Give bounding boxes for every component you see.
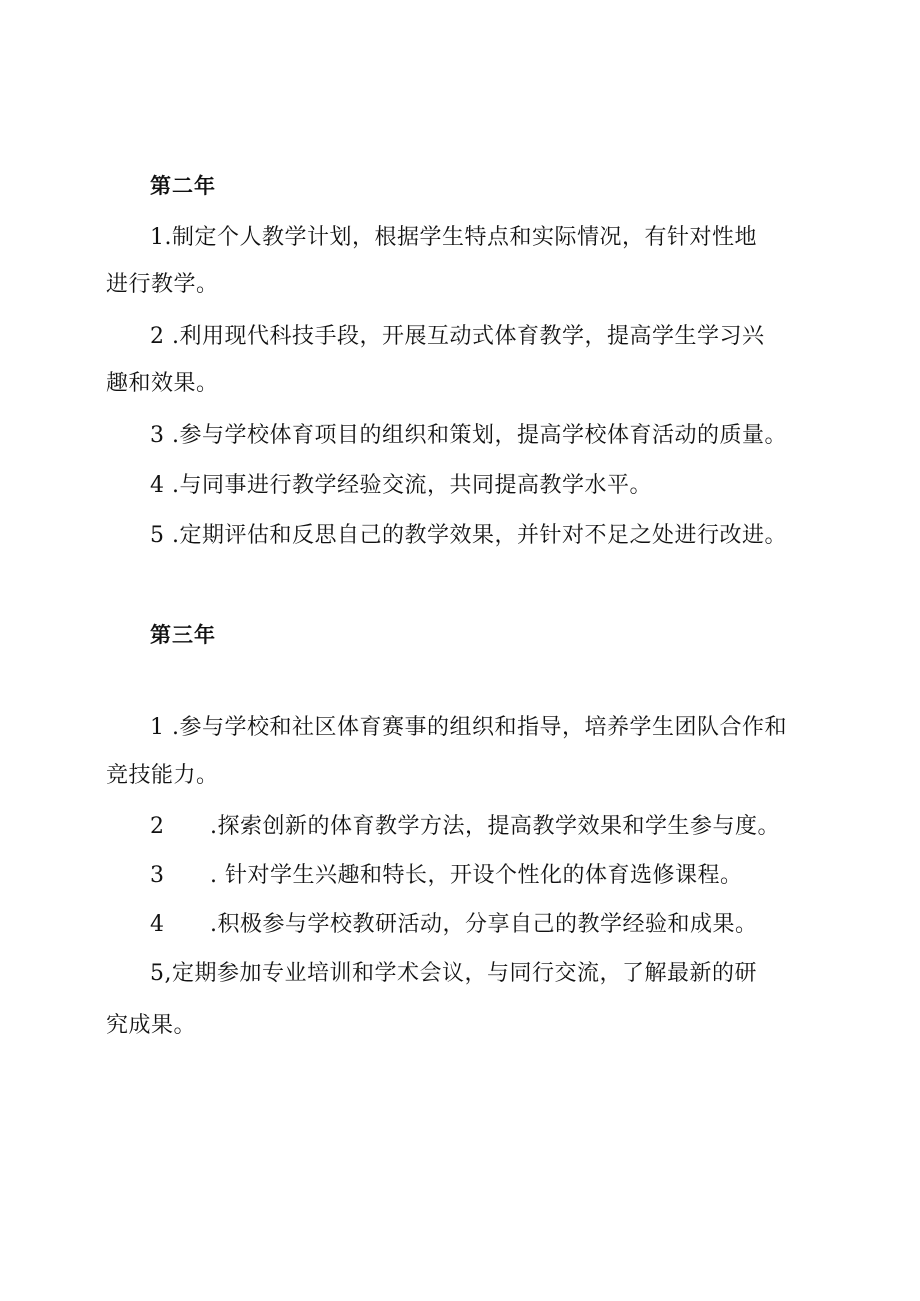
item-text: 制定个人教学计划，根据学生特点和实际情况，有针对性地 xyxy=(172,225,758,250)
item-text: .定期评估和反思自己的教学效果，并针对不足之处进行改进。 xyxy=(172,523,787,548)
item-number: 3 xyxy=(150,863,165,888)
item-text: .利用现代科技手段，开展互动式体育教学，提高学生学习兴 xyxy=(172,324,765,349)
item-number: 5, xyxy=(150,961,172,986)
list-item-year2-1 xyxy=(150,223,757,253)
section-heading-year-3: 第三年 xyxy=(150,623,216,647)
list-item-year3-5-continuation: 究成果。 xyxy=(106,1013,197,1038)
item-text: 定期参加专业培训和学术会议，与同行交流，了解最新的研 xyxy=(172,961,758,986)
item-number: 1 xyxy=(150,715,165,740)
list-item-year2-4 xyxy=(150,471,652,501)
item-text: .探索创新的体育教学方法，提高教学效果和学生参与度。 xyxy=(210,814,780,839)
list-item-year3-4 xyxy=(150,910,758,940)
list-item-year2-1-continuation: 进行教学。 xyxy=(106,272,219,297)
list-item-year3-1 xyxy=(150,713,787,743)
item-text: .与同事进行教学经验交流，共同提高教学水平。 xyxy=(172,473,652,498)
list-item-year3-3 xyxy=(150,861,743,891)
item-text: .参与学校和社区体育赛事的组织和指导，培养学生团队合作和 xyxy=(172,715,787,740)
item-number: 2 xyxy=(150,324,165,349)
list-item-year2-3 xyxy=(150,421,787,451)
item-number: 2 xyxy=(150,814,165,839)
item-number: 4 xyxy=(150,473,165,498)
list-item-year2-5 xyxy=(150,521,787,551)
list-item-year2-2 xyxy=(150,322,765,352)
item-number: 1. xyxy=(150,225,172,250)
item-text: .参与学校体育项目的组织和策划，提高学校体育活动的质量。 xyxy=(172,423,787,448)
item-number: 5 xyxy=(150,523,165,548)
section-heading-year-2: 第二年 xyxy=(150,174,216,198)
list-item-year3-1-continuation: 竞技能力。 xyxy=(106,763,219,788)
item-text: .积极参与学校教研活动，分享自己的教学经验和成果。 xyxy=(210,912,758,937)
list-item-year2-2-continuation: 趣和效果。 xyxy=(106,371,219,396)
item-number: 4 xyxy=(150,912,165,937)
item-number: 3 xyxy=(150,423,165,448)
item-text: . 针对学生兴趣和特长，开设个性化的体育选修课程。 xyxy=(210,863,743,888)
list-item-year3-2 xyxy=(150,812,780,842)
list-item-year3-5 xyxy=(150,959,757,989)
